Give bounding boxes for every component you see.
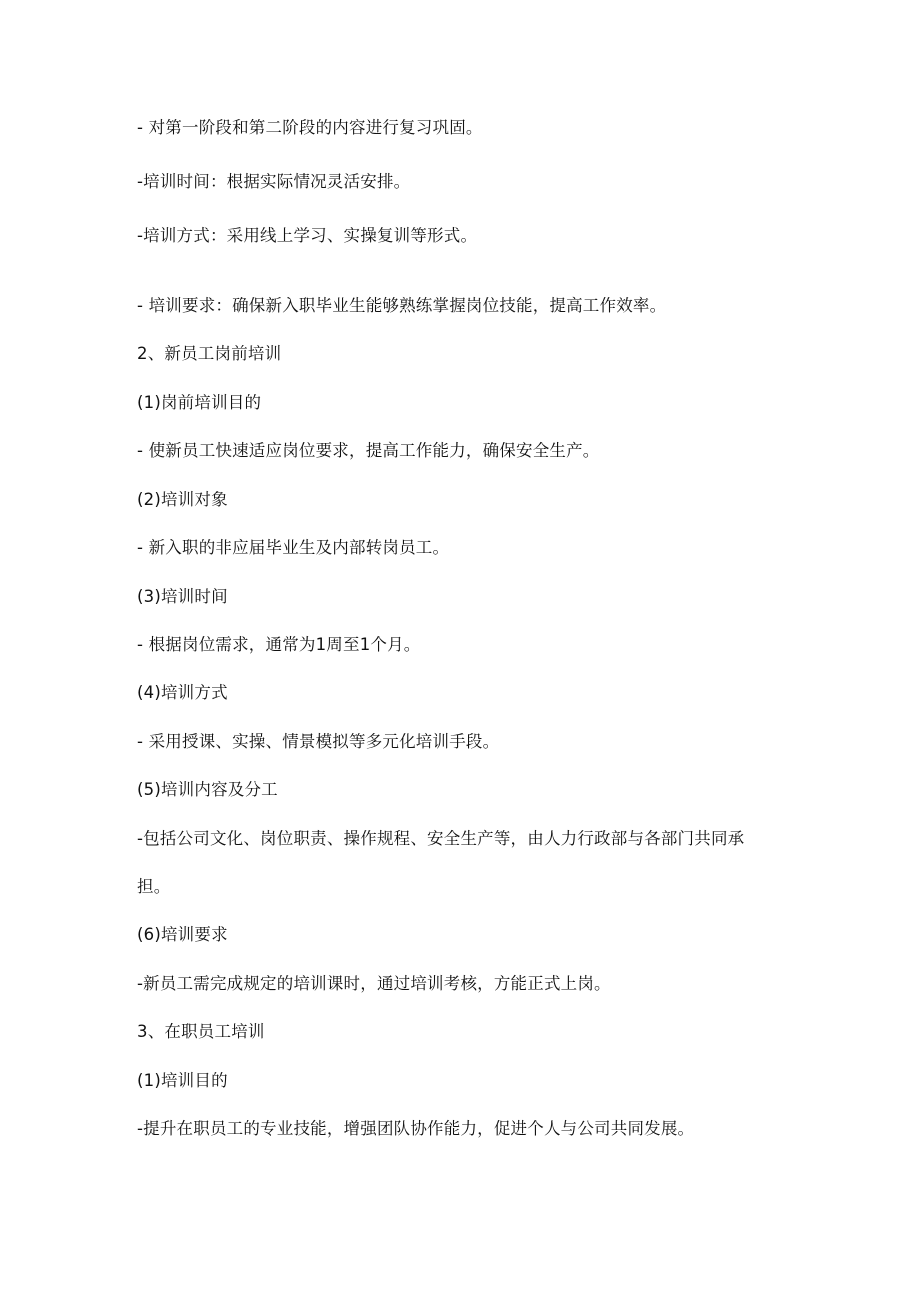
subsection-heading: (6)培训要求 bbox=[137, 925, 228, 944]
text-line: - 对第一阶段和第二阶段的内容进行复习巩固。 bbox=[137, 118, 483, 137]
subsection-heading: (3)培训时间 bbox=[137, 587, 228, 606]
subsection-heading: (1)培训目的 bbox=[137, 1071, 228, 1090]
subsection-heading: (1)岗前培训目的 bbox=[137, 393, 262, 412]
text-line: -培训方式：采用线上学习、实操复训等形式。 bbox=[137, 226, 478, 245]
text-line: 担。 bbox=[137, 877, 171, 896]
text-line: - 培训要求：确保新入职毕业生能够熟练掌握岗位技能，提高工作效率。 bbox=[137, 296, 667, 315]
text-line: -包括公司文化、岗位职责、操作规程、安全生产等，由人力行政部与各部门共同承 bbox=[137, 829, 745, 848]
subsection-heading: (5)培训内容及分工 bbox=[137, 780, 278, 799]
subsection-heading: (4)培训方式 bbox=[137, 683, 228, 702]
text-line: - 新入职的非应届毕业生及内部转岗员工。 bbox=[137, 538, 450, 557]
text-line: -新员工需完成规定的培训课时，通过培训考核，方能正式上岗。 bbox=[137, 974, 611, 993]
section-heading: 2、新员工岗前培训 bbox=[137, 344, 282, 363]
text-line: - 采用授课、实操、情景模拟等多元化培训手段。 bbox=[137, 732, 500, 751]
text-line: -提升在职员工的专业技能，增强团队协作能力，促进个人与公司共同发展。 bbox=[137, 1119, 695, 1138]
text-line: -培训时间：根据实际情况灵活安排。 bbox=[137, 172, 411, 191]
section-heading: 3、在职员工培训 bbox=[137, 1022, 265, 1041]
text-line: - 使新员工快速适应岗位要求，提高工作能力，确保安全生产。 bbox=[137, 441, 600, 460]
text-line: - 根据岗位需求，通常为1周至1个月。 bbox=[137, 635, 421, 654]
subsection-heading: (2)培训对象 bbox=[137, 490, 228, 509]
